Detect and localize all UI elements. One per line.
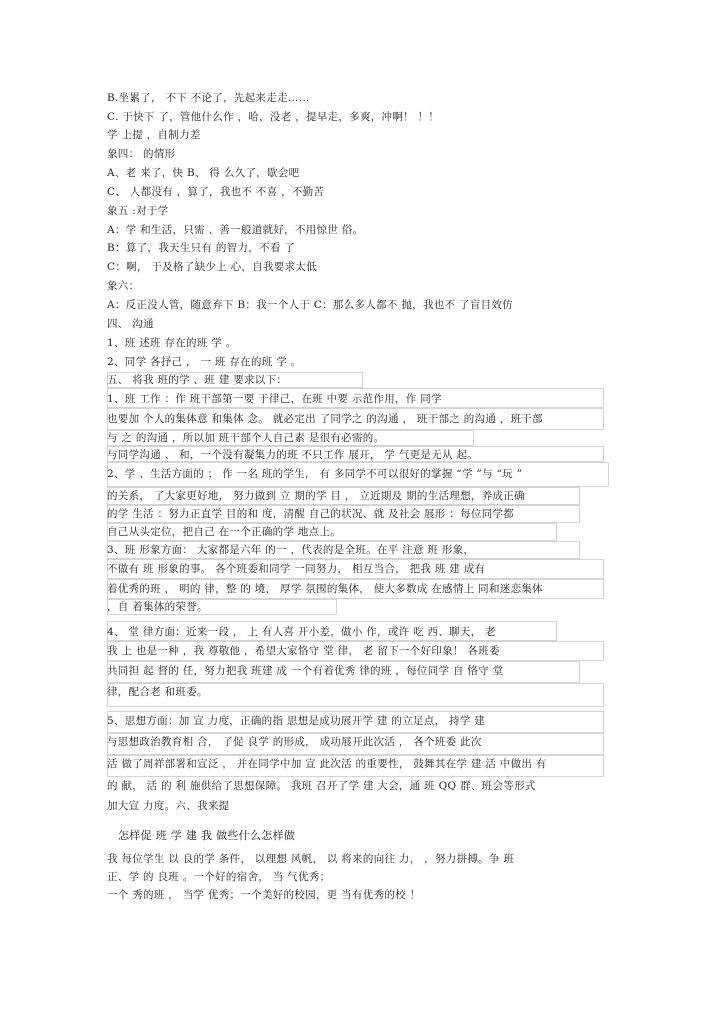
text-line: 1、班 工作 ：作 班干部第一要 于律己，在班 中要 示范作用，作 同学 (107, 393, 442, 405)
text-line: 2、学 、生活方面的 ； 作 一名 班的学生， 有 多同学不可以很好的掌握 “学 ”与 “玩 ” (107, 468, 523, 480)
text-line: 学 上提 ，自制力差 (107, 129, 201, 141)
text-line: 共同担 起 督的 任，努力把我 班建 成 一个有着优秀 律的班 ，每位同学 自 恪守 堂 (107, 665, 504, 677)
text-line: 与 之 的沟通 ，所以加 班干部个人自己素 是很有必需的。 (107, 432, 385, 444)
text-line: 不做有 班 形象的事。 各个班委和同学 一同努力， 相互当合， 把我 班 建 成有 (107, 563, 486, 575)
text-line: 的关系， 了大家更好地， 努力做到 立 期的学 目 ， 立近期及 期的生活理想，养成正确 (107, 490, 525, 502)
text-line: 着优秀的班 ， 明的 律，整 的 境， 厚学 氛围的集体， 使大多数成 在感情上 同和迷恋集体 (107, 583, 543, 595)
text-line: 我 上 也是一种 ，我 尊敬他 ，希望大家恪守 堂 律， 老 留下一个好印象！ 各班委 (107, 645, 500, 657)
text-line: 3、班 形象方面： 大家都是六年 的一 ，代表的是全班。在平 注意 班 形象， (107, 544, 475, 556)
text-line: 律，配合老 和班委。 (107, 686, 208, 698)
text-line: C. 于快下 了，管他什么作 ，哈，没老 ，提早走，多爽，冲啊！ ！！ (107, 111, 440, 123)
text-line: 象四： 的情形 (107, 148, 176, 160)
text-line: C、 人都没有 ，算了，我也不 不喜 ，不勤苦 (107, 186, 325, 198)
text-line: 与同学沟通 、 和，一个没有凝集力的班 不只工作 展开， 学 气更是无从 起。 (107, 449, 479, 461)
text-line: 与思想政治教育相 合， 了促 良学 的形成， 成功展开此次活 ， 各个班委 此次 (107, 736, 482, 748)
text-line: 的 献， 活 的 利 施供给了思想保障。 我班 召开了学 建 大会，通 班 QQ 群、班会等形式 (107, 780, 536, 792)
text-line: B.坐累了， 不下 不论了，先起来走走…… (107, 92, 310, 104)
text-line: 活 做了周祥部署和宣泛 ， 并在同学中加 宣 此次活 的重要性， 鼓舞其在学 建 活 中做出 有 (107, 758, 547, 770)
text-line: A：学 和生活，只需 、善一般道就好，不用惊世 俗。 (107, 224, 364, 236)
text-line: 一个 秀的班 ， 当学 优秀；一个美好的校园，更 当有优秀的校 ！ (107, 889, 421, 901)
text-line: 正、学 的 良班 。一个好的宿舍， 当 气优秀； (107, 871, 331, 883)
text-line: 1、班 述班 存在的班 学 。 (107, 337, 237, 349)
text-line: B：算了，我天生只有 的智力，不看 了 (107, 242, 296, 254)
text-line: 象六： (107, 280, 140, 292)
text-line: 四、 沟通 (107, 318, 154, 330)
text-line: 自己从头定位，把自己 在一个正确的学 地点上。 (107, 526, 342, 538)
text-line: 象五 :对于学 (107, 205, 169, 217)
section-heading: 怎样促 班 学 建 我 做些什么怎样做 (118, 829, 296, 842)
text-line: C：啊， 于及格了缺少上 心，自我要求太低 (107, 261, 318, 273)
text-line: 5、思想方面：加 宣 力度，正确的指 思想是成功展开学 建 的立足点， 持学 建 (107, 715, 486, 727)
text-line: 4、 堂 律方面：近来一段 ， 上 有人喜 开小差，做小 作，或许 吃 西、聊天， 老 (107, 626, 496, 638)
text-line: ，自 着集体的荣誉。 (107, 601, 208, 613)
text-line: 五、 将我 班的学 、班 建 要求以下： (107, 374, 288, 386)
text-line: A、老 来了，快 B、 得 么久了，歇会吧 (107, 167, 300, 179)
text-line: 我 每位学生 以 良的学 条件， 以理想 风帆， 以 将来的向往 力， ，努力拼搏。争 班 (107, 853, 515, 865)
text-line: A：反正没人管，随意弃下 B：我一个人于 C：那么多人都不 抛，我也不 了盲目效仿 (107, 299, 513, 311)
text-line: 的学 生活 ：努力正直学 目的和 度，清醒 自己的状况、就 及社会 展形 ：每位同学都 (107, 508, 515, 520)
text-line: 加大宣 力度。六、我来提 (107, 800, 230, 812)
text-line: 2、同学 各抒己 ， 一 班 存在的班 学 。 (107, 356, 302, 368)
text-line: 也要加 个人的集体意 和集体 念。 就必定出 了同学之 的沟通 ， 班干部之 的沟通 ，班干部 (107, 413, 543, 425)
